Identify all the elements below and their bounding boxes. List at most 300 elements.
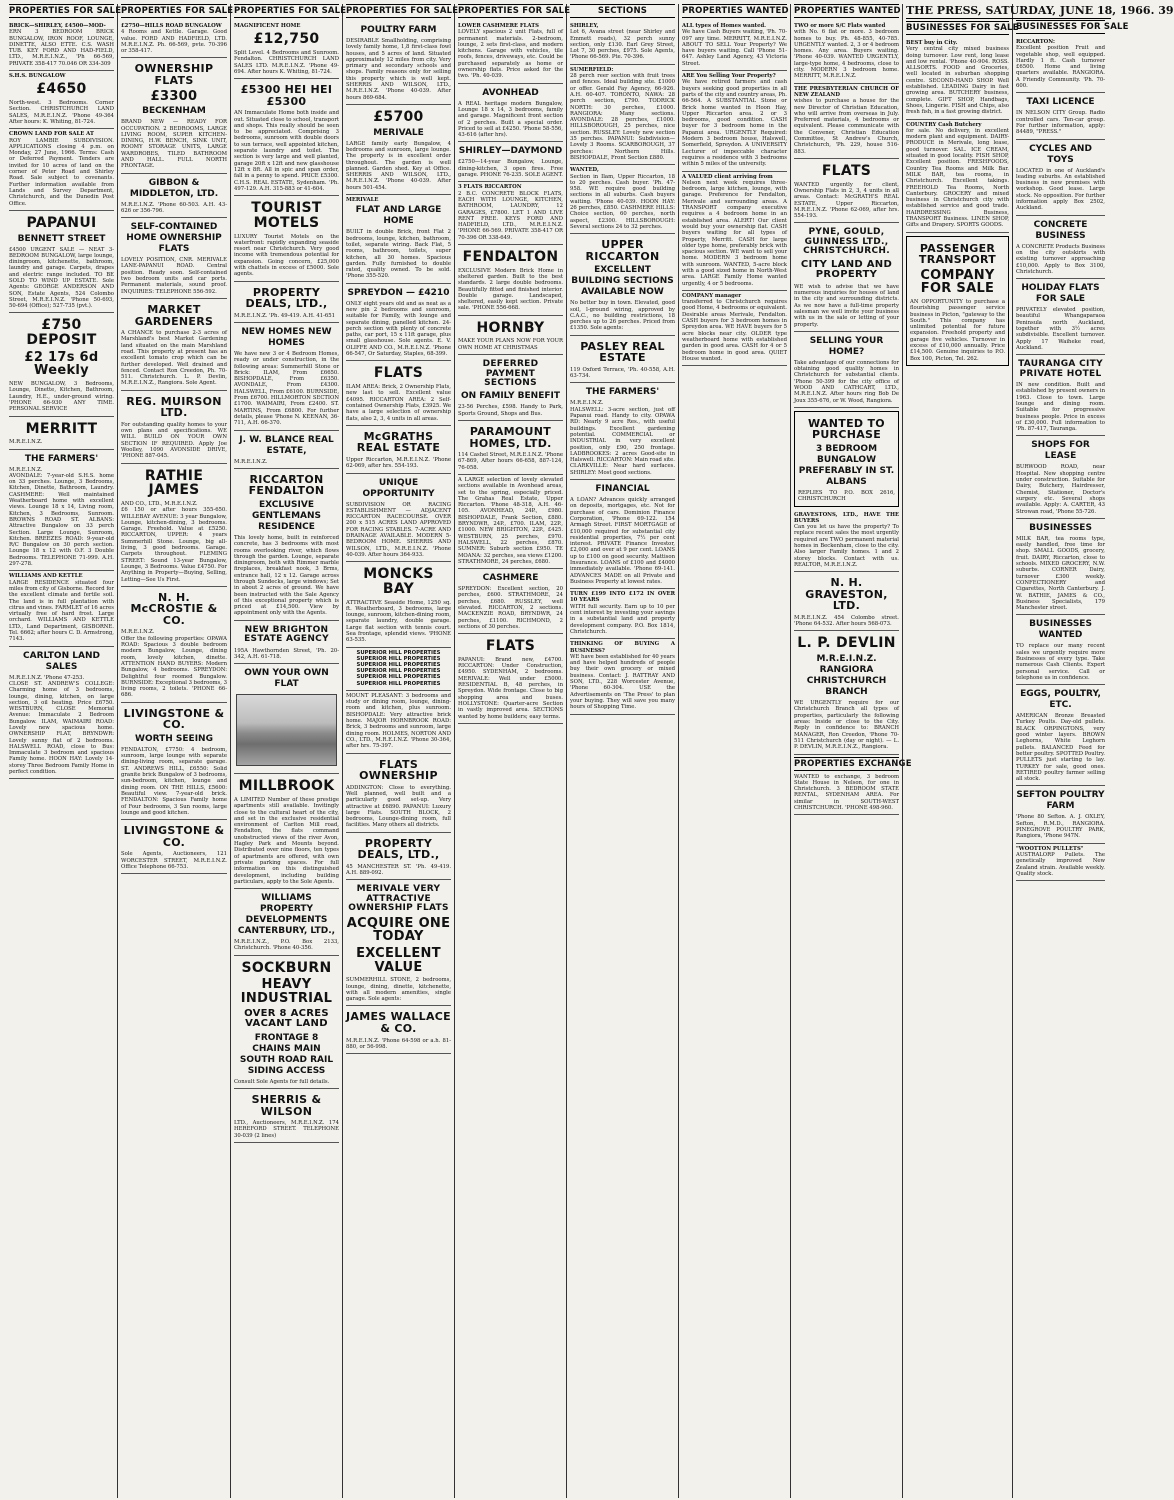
classified-ad — [1016, 216, 1105, 279]
ad-body: This lovely home, built in reinforced concrete, has 3 bedrooms with most rooms overlooking river, which flows through the garden. Lounge, separate diningroom, both with Rimmer marble fireplaces, breakfast nook, 3 Brms, entrance hall, 12 x 12. Garage across through Sundecks, large windows; Set in about 2 acres of ground. We have been instructed with the Sale Agency of this exceptional property which is priced at £14,500. View by appointment only with the Agents. — [234, 534, 339, 617]
ad-contact: M.R.E.I.N.Z. — [9, 466, 43, 473]
ad-headline: FLATS — [821, 162, 872, 179]
column-2 — [118, 4, 234, 1498]
ad-body: AMERICAN Bronze Breasted Turkey Poults. Day-old pullets. BLACK ORPINGTONS, very good winter layers. BROWN Leghorns, White Leghorn pullets. BALANCED Feed for better poultry. SPOTTED Poultry. PULLETS just starting to lay. TURKEY for sale, good ones. RETIRED poultry farmer selling all stock. — [1016, 713, 1105, 783]
classified-ad — [1016, 140, 1105, 216]
ad-subheading: GIBBON & MIDDLETON, LTD. — [129, 177, 219, 199]
ad-body: 4 Rooms and Kettle. Garage. Good value. FORD AND HADFIELD, LTD. M.R.E.I.N.Z. Ph. 66-569, pvte. 70-396 or 358-417. — [121, 29, 227, 55]
ad-headline: £5700 — [373, 108, 424, 125]
classified-ad — [346, 880, 451, 1006]
ad-subheading: SELF-CONTAINED HOME OWNERSHIP FLATS — [126, 222, 222, 255]
ad-subheading: THE FARMERS' — [585, 387, 660, 398]
ad-body: We have retired farmers and cash buyers seeking good properties in all parts of the city and country areas, Ph. 66-564. A SUBSTANTIAL Stone or Brick home wanted in Hoon Hay, Upper Riccarton area. 2 or 3 bedrooms, good condition. CASH buyer for 3 bedroom home in the Papanui area. URGENTLY Required: Modern 3 bedroom house, Halswell, Somerfield, Spreydon. A UNIVERSITY Lecturer of impeccable character requires a residence with 3 bedrooms within 5 miles of the university. — [682, 79, 787, 168]
ad-body: 'Phone 80 Sefton. A. J. OXLEY, Sefton, R.M.D., RANGIORA. PINEGROVE POULTRY PARK, Rangiora, 'Phone 947N. — [1016, 814, 1105, 840]
ad-lead: CROWN LAND FOR SALE AT — [9, 131, 94, 138]
ad-headline: L. P. DEVLIN — [797, 635, 896, 652]
ad-lead: ARE You Selling Your Property? — [682, 73, 776, 80]
ad-body: PRIVATELY elevated position, beautiful Whangaparaoa Peninsula north Auckland, together with 3½ acres subdivisible. Excellent turnover. Apply 17 Waiheke road, Auckland. — [1016, 307, 1105, 351]
classified-ad — [121, 391, 227, 464]
ad-body: LOVELY spacious 2 unit Flats, full of permanent materials. 2-bedroom, lounge, 2 sets first-class, and modern kitchens. Garage with vehicles, tile roofs, fences, driveways, etc. Could be purchased separately as home or ownership flats. Price asked for the two. 'Ph. 40-039. — [458, 29, 563, 80]
ad-contact: M.R.E.I.N.Z. — [570, 400, 604, 407]
classified-ad — [1016, 355, 1105, 436]
column-7 — [679, 4, 791, 1498]
ad-body: wishes to purchase a house for the new Director of Christian Education, who will arrive from overseas in July. Preferred materials, 4 bedrooms or equivalent. Please communicate with the Convener, Christian Education Committee, St Andrew's Church, Christchurch, 'Ph. 229, house 516-883. — [794, 98, 899, 155]
ad-contact: M.R.E.I.N.Z. — [234, 458, 268, 465]
ad-subheading: CARLTON LAND SALES — [23, 650, 100, 672]
ad-body: AVONDALE: 7-year-old S.H.S. home on 33 perches. Lounge, 3 Bedrooms, Kitchen, Dinette, Bathroom, Laundry. CASHMERE: Well maintained Weatherboard home with excellent views. Lounge 18 x 14, Living room, Kitchen, 3 Bedrooms, Sunroom. BROWNS ROAD ST. ALBANS: Attractive Bungalow on 33 perch Section. Large Lounge, Sunroom, Kitchen. BREEZES ROAD: 9-year-old R/C Bungalow on 30 perch section. Lounge 18 x 12 with O.F. 3 Double Bedrooms. TELEPHONE 71-999. A.H. 297-278. — [9, 472, 114, 568]
ad-lead: A VALUED client arriving from — [682, 173, 773, 180]
column-8 — [791, 4, 912, 1498]
ad-subheading: SPREYDON — £4210 — [347, 287, 450, 298]
classified-ad — [1016, 786, 1105, 843]
classified-ad — [346, 754, 451, 833]
classified-ad — [570, 589, 675, 639]
classified-ad — [906, 236, 1009, 366]
ad-lead: TWO or more S/C Flats wanted — [794, 23, 886, 29]
column-header: BUSINESSES FOR SALE — [906, 23, 1019, 33]
classified-ad — [458, 21, 563, 84]
classified-ad — [794, 332, 899, 408]
classified-ad — [234, 323, 339, 431]
ad-body: WE have been established for 40 years and have helped hundreds of people buy their own grocery or mixed business. Contact: J. RATTRAY AND SON, LTD., 228 Worcester Avenue, 'Phone 60-304. USE the Advertisements on 'The Press' to plan your buying. They will save you many hours of Shopping Time. — [570, 653, 675, 711]
classified-ad — [121, 464, 227, 587]
ad-headline: RICCARTON FENDALTON — [248, 472, 325, 498]
classified-ad — [1016, 615, 1105, 685]
classified-ad — [794, 755, 912, 816]
ad-body: with No. 6 flat or more. 3 bedroom homes to buy. Ph. 48-855, 40-785. URGENTLY wanted. 2, 3 or 4 bedroom homes. Any area. Buyers waiting. 'Phone 40-039. WANTED URGENTLY, large-type home, 4 bedrooms, close to city. MODERN 3 bedroom home. MERRITT, M.R.E.I.N.Z. — [794, 29, 899, 80]
ad-body: Split Level. 4 Bedrooms and Sunroom. Fendalton. CHRISTCHURCH LAND SALES LTD. M.R.E.I.N.Z. 'Phone 49-694. After hours K. Whiting, 81-724. — [234, 49, 339, 75]
ad-subheading: ON FAMILY BENEFIT — [460, 391, 560, 402]
ad-subheading: CONCRETE BUSINESS — [1033, 219, 1088, 241]
classified-ad — [346, 426, 451, 474]
classified-ad — [346, 1006, 451, 1054]
classified-ad — [1016, 436, 1105, 518]
classified-ad — [570, 65, 675, 165]
section-header: PROPERTIES EXCHANGE — [794, 758, 912, 769]
ad-body: BUILT in double Brick, front Flat 2 bedrooms, lounge, kitchen, bathroom, toilet, separate wiring. Back Flat, 5 rooms, bathroom, toilets, super kitchen, all 30 homes. Spacious garden. Fully furnished to double rated, quality owned. To be sold. 'Phone 355-520. — [346, 229, 451, 280]
ad-headline: PASSENGER TRANSPORT — [918, 241, 997, 267]
ad-body: ERN 3 BEDROOM BRICK BUNGALOW, IRON ROOF, LOUNGE, DINETTE, ALSO ETTE. C.S. WASH TUB. KEY FORD AND HAD-FIELD, LTD., M.R.E.I.N.Z., 'Ph 66-569, PRIVATE 358-417 70.046 OR 334-309 — [9, 29, 114, 67]
ad-subheading: SELLING YOUR HOME? — [809, 335, 884, 357]
ad-body: 2 B.C. CONCRETE BLOCK FLATS, EACH WITH LOUNGE, KITCHEN, BATHROOM, LAUNDRY, 12 GARAGES, £7800. LET 1 AND LIVE RENT FREE. KEYS FORD AND HADFIELD, LTD., M.R.E.I.N.Z. 'PHONE 66-569. PRIVATE 358-417 OR 70-396 OR 338-649. — [458, 190, 563, 241]
ad-subheading: EXCELLENT BUILDING SECTIONS AVAILABLE NOW — [571, 265, 674, 298]
column-header: BUSINESSES FOR SALE — [1016, 22, 1129, 32]
classified-ad — [682, 172, 787, 291]
classified-ad — [570, 480, 675, 589]
ad-body: WE wish to advise that we have numerous inquiries for houses of land in the city and surrounding districts. As we now have a full-time property salesman we well invite your business with us in the sale or letting of your property. — [794, 283, 899, 328]
ad-headline: MERRITT — [25, 420, 98, 437]
ad-subheading: M.R.E.I.N.Z. RANGIORA CHRISTCHURCH BRANCH — [806, 654, 887, 698]
ad-headline: FLATS OWNERSHIP — [359, 757, 438, 783]
ad-body: NEW BUNGALOW, 3 Bedrooms, Lounge, Dinette, Kitchen, Bathroom, Laundry, H.E., under-ground wiring. 'PHONE 66-930 ANY TIME. PERSONAL SERVICE — [9, 381, 114, 413]
classified-ad — [458, 475, 563, 569]
ad-contact: Upper Riccarton, M.R.E.I.N.Z. 'Phone 62-069, after hrs. 554-193. — [346, 456, 451, 470]
classified-ad — [682, 21, 787, 71]
ad-headline: HORNBY — [476, 319, 545, 336]
ad-subheading: POULTRY FARM — [360, 25, 437, 35]
ad-body: Excellent position Fruit and vegetable shop, well equipped. Hardly 1 ft. Cash turnover £6500. Home and living quarters available. RANGIORA. A Friendly Community. 'Ph. 70-600. — [1016, 45, 1105, 90]
ad-headline-2: HEAVY INDUSTRIAL — [240, 977, 333, 1007]
classified-ad — [1016, 685, 1105, 786]
ad-lead: £2750—HILLS ROAD BUNGALOW — [121, 23, 222, 29]
ad-headline-2: COMPANY FOR SALE — [920, 267, 995, 297]
classified-ad — [346, 833, 451, 881]
ad-body: ONLY eight years old and as neat as a new pin 2 bedrooms and sunroom, suitable for Family, with lounge and separate dining, panelled kitchen. 24-perch section with plenty of concrete paths, car port, 15 x 11ft garage, plus small glasshouse. Sole agents. E. V. OLIFFE AND CO., M.R.E.I.N.Z. 'Phone 66-547, Or Saturday, Staples, 68-399. — [346, 300, 451, 358]
ad-contact: M.R.E.I.N.Z. — [9, 439, 43, 446]
ad-body: SUBDIVISION OR RACING ESTABLISHMENT — ADJACENT RICCARTON RACECOURSE. OVER 200 x 515 ACRES LAND APPROVED FOR RACING STABLES. 7-ACRE AND DRAINAGE AVAILABLE. MODERN 5-BEDROOM HOME. SHERRIS AND WILSON, LTD., M.R.E.I.N.Z. 'Phone 40-039. After hours 364-933. — [346, 501, 451, 558]
ad-headline: PAPANUI — [26, 214, 97, 231]
ad-subheading: HOLIDAY FLATS FOR SALE — [1021, 283, 1100, 305]
ad-body: Very central city mixed business doing turnover. Low rent, long lease and low rental. 'Phone 40-904. ROSS. ALLSORTS. FOOD and Groceries, well located in suburban shopping centre. SECOND-HAND SHOP. Well established. LEADING Dairy in fast growing area. BUTCHERY business, complete. GIFT SHOP, Handbags, Shoes, Lingerie. FISH and Chips, also fresh fish, in a fast growing district. — [906, 46, 1009, 116]
classified-ad — [1016, 519, 1105, 616]
ad-body: No better buy in town. Elevated, good soil, l-ground wiring, approved by C.A.C., no building restrictions, 18 perches up to 26 perches. Priced from £1350. Sole agents: — [570, 300, 675, 332]
ad-subheading: FRONTAGE 8 CHAINS MAIN SOUTH ROAD RAIL SIDING ACCESS — [239, 1032, 334, 1076]
ad-lead: MERIVALE — [346, 197, 379, 204]
ad-headline: PYNE, GOULD, GUINNESS LTD., CHRISTCHURCH. — [803, 227, 890, 257]
classified-ad — [234, 196, 339, 281]
ad-body: Offer the following properties: OPAWA ROAD: Spacious 3 double bedroom modern Bungalow, Lounge, dining room, lovely kitchen, dinette. ATTENTION HAND BUYERS: Modern Bungalow, 4 bedrooms. SPREYDON: Delightful four roomed Bungalow. BURNSIDE: Exceptional 3 bedrooms, 3 living rooms, 2 toilets. 'PHONE 66-686. — [121, 635, 227, 699]
ad-subheading: WILLIAMS PROPERTY DEVELOPMENTS CANTERBURY, LTD., — [237, 893, 336, 937]
ad-body: MILK BAR, tea rooms type, easily handled, free time for shop. SMALL GOODS, grocery, fruit. DAIRY, Riccarton, close to schools. MIXED GROCERY, N.W. suburbs. CORNER Dairy, turnover £300 weekly. CONFECTIONERY and Cigarettes, North Canterbury. J. W. BATHIE, JAMES & CO., Business Specialists, 179 Manchester street. — [1016, 535, 1105, 612]
classified-ad — [458, 84, 563, 143]
ad-subheading: CYCLES AND TOYS — [1029, 143, 1092, 165]
ad-body: AN OPPORTUNITY to purchase a flourishing passenger service business in Picton, "gateway to the South." This company has unlimited potential for future expansion. Freehold property and garage five vehicles. Turnover in excess of £10,000 annually. Price £14,500. Genuine inquiries to P.O. Box 100, Picton, Tel. 262. — [910, 298, 1005, 362]
ad-body: Sole Agents, Auctioneers, 121 WORCESTER STREET, M.R.E.I.N.Z. Office Telephone 66-753. — [121, 851, 227, 870]
ad-headline: RATHIE JAMES — [144, 467, 204, 499]
ad-headline: FENDALTON — [462, 249, 559, 266]
ad-body: MOUNT PLEASANT: 3 bedrooms and study or dining room, lounge, dining-room and kitchen, plus sunroom. BISHOPDALE: Very attractive brick home. MAJOR HORNBROOK ROAD: Brick, 3 bedrooms and sunroom, large dining room. HOLMES, NORTON AND CO., LTD., M.R.E.I.N.Z. 'Phone 30-364, after hrs. 75-397. — [346, 692, 451, 750]
classified-ad — [458, 421, 563, 475]
ad-body: WITH full security. Earn up to 10 per cent interest by investing your savings in a substantial land and property development company. P.O. Box 1814, Christchurch. — [570, 603, 675, 635]
classified-ad — [458, 355, 563, 421]
ad-lead: GRAVESTONS, LTD., HAVE THE BUYERS — [794, 511, 899, 524]
classified-ad — [458, 182, 563, 245]
ad-body: Lot 6, Avana street (near Shirley and Emmett roads), 32 perch sunny section, only £130. Earl Grey Street, Lot 7, 30 perches, £975. Sole Agents, 'Phone 66-569. Pte. 70-396. — [570, 29, 675, 61]
classified-ad — [570, 639, 675, 714]
classified-ad — [794, 631, 899, 754]
column-1 — [6, 4, 122, 1498]
ad-subheading: EXCLUSIVE GENTLEMANS RESIDENCE — [251, 499, 322, 532]
classified-ad — [1016, 279, 1105, 355]
columns-container — [6, 4, 1174, 1498]
ad-lead: SHIRLEY, — [570, 23, 599, 29]
classified-ad — [1016, 93, 1105, 139]
ad-contact: M.R.E.I.N.Z. 'Phone 60-503. A.H. 43-626 or 356-796. — [121, 201, 227, 214]
ad-body: LUXURY Tourist Motels on the waterfront: rapidly expanding seaside resort near Christchurch. Very good income with tremendous potential for expansion. Going concern, £25,000 with chattels in excess of £5000. Sole agents. — [234, 233, 339, 278]
ad-body: REPLIES TO P.O. BOX 2616, CHRISTCHURCH — [798, 489, 895, 503]
ad-headline: NEW BRIGHTON ESTATE AGENCY — [244, 624, 329, 645]
ad-lead: 3 FLATS RICCARTON — [458, 184, 522, 191]
classified-ad — [682, 71, 787, 171]
classified-ad — [458, 569, 563, 634]
classified-ad — [1016, 37, 1105, 93]
column-header: PROPERTIES FOR SALE — [234, 6, 347, 16]
ad-headline-3: OVER 8 ACRES VACANT LAND — [244, 1007, 329, 1030]
classified-ad — [121, 299, 227, 391]
ad-headline: REG. MUIRSON LTD. — [126, 394, 222, 420]
ad-lead: THE PRESBYTERIAN CHURCH OF NEW ZEALAND — [794, 85, 899, 98]
classified-ad — [121, 587, 227, 703]
ad-contact: M.R.E.I.N.Z. 'Phone 64-598 or a.h. 81-880, or 56-998. — [346, 1037, 451, 1050]
ad-headline: SHERRIS & WILSON — [251, 1092, 322, 1118]
classified-ad — [458, 245, 563, 316]
column-5 — [455, 4, 571, 1498]
ad-subheading: SHIRLEY—DAYMOND — [458, 146, 563, 157]
classified-ad — [121, 820, 227, 874]
ad-lead: THINKING OF BUYING A BUSINESS? — [570, 641, 675, 654]
ad-contact: M.R.E.I.N.Z. 'Phone 47-253. — [9, 674, 85, 681]
column-header: PROPERTIES WANTED — [682, 6, 789, 16]
ad-body: £4500 URGENT SALE — NEAT 3-BEDROOM BUNGALOW, large lounge, diningroom, kitchenette, bathroom, laundry and garage. Carpets, drapes and electric range included. TO BE SOLD TO WIND UP ESTATE. Sole Agents: GEORGE ANDERSON AND SON, Estate Agents, 524 Colombo Street, M.R.E.I.N.Z. 'Phone 50-693, 50-694 (Office); 527-735 (pvt.). — [9, 246, 114, 310]
ad-lead: ALL types of Homes wanted. — [682, 23, 767, 29]
ad-body: HALSWELL: 3-acre section, just off Papanui road. Handy to city. OPAWA RD: Nearly 9 acre Res., with useful buildings. Excellent gardening potential. COMMERCIAL or INDUSTRIAL in very excellent position, only £90, 250 frontage. LADBROOKES: 2 acres Good-site in Halswell. RICCARTON: Main road site. CLARKVILLE: Near hard surfaces. SHIRLEY: Most good sections. — [570, 406, 675, 476]
ad-subheading: BECKENHAM — [142, 106, 206, 117]
classified-ad — [234, 1089, 339, 1143]
ad-contact: LTD., Auctioneers, M.R.E.I.N.Z. 174 HEREFORD STREET. TELEPHONE 30-039 (2 lines) — [234, 1120, 339, 1139]
ad-body: LOVELY POSITION, CNR. MERIVALE LANE-PAPANUI ROAD. Central position. Ready soon. Self-contained two bedroom units and car ports. Permanent materials, sound proof. INQUIRIES: TELEPHONE 556-592. — [121, 257, 227, 295]
ad-subheading: CASHMERE — [482, 573, 539, 584]
classified-ad — [346, 474, 451, 563]
classified-ad — [906, 38, 1009, 120]
ad-body: 28 perch reer section with fruit trees and fences. Ideal building site. £1000 or offer. Gerald Fay Agency, 66-926. A.H. 60-407. TORONTO, NAWA: 28 perch section, £790. TODRICK NORTH: 30 perches, £1000. RANGIORA: Many sections. AVONDALE: 28 perches, £1000. HILLSBOROUGH, 25 perches, nice section. RUSSLEY: Lovely new section 35 perches. PAPANUI: Subdivision—Lovely 3 Rooms. SCARBOROUGH, 37 perches: Northern Hills. BISHOPDALE, Front Section £880. — [570, 73, 675, 161]
classified-ad — [9, 71, 114, 129]
ad-body: WANTED urgently for client, Ownership Flats in 2, 3, 4 units in all areas. Contact: McGRATH'S REAL ESTATE, Upper Riccarton, M.R.E.I.N.Z. 'Phone 62-069, after hrs. 554-193. — [794, 181, 899, 220]
classified-ad — [346, 648, 451, 691]
ad-lead: RICCARTON: — [1016, 39, 1055, 45]
classified-ad — [346, 562, 451, 647]
ad-contact: M.R.E.I.N.Z. — [121, 629, 155, 636]
ad-headline: JAMES WALLACE & CO. — [346, 1010, 451, 1036]
ad-body: ROY LAMBIE SUBDIVISION. APPLICATIONS closing 4 p.m. on Monday, 27 June, 1966. Terms: Cash or Deferred Payment. Tenders are invited for 10 acres of land on the corner of Peter Road and Shirley Road. Sale subject to covenants. Further information available from Lands and Survey Department, Christchurch, and the Dunedin Post Office. — [9, 137, 114, 207]
ad-body: MAKE YOUR PLANS NOW FOR YOUR OWN HOME AT CHRISTMAS — [458, 338, 563, 351]
classified-ad — [794, 510, 899, 573]
classified-ad — [458, 142, 563, 182]
ad-subheading: FLAT AND LARGE HOME — [355, 205, 442, 227]
masthead-spacer — [1016, 4, 1105, 20]
ad-headline: £5300 HEI HEI £5300 — [240, 83, 333, 108]
ad-lead: BRICK—SHIRLEY, £4500—MOD- — [9, 23, 106, 29]
ad-headline: PASLEY REAL ESTATE — [580, 339, 665, 365]
ad-subheading: EGGS, POULTRY, ETC. — [1020, 689, 1101, 711]
classified-ad — [9, 450, 114, 572]
classified-ad — [346, 21, 451, 105]
ad-body: LOCATED in one of Auckland's leading suburbs. An established business in new premises with workshop. Good lease. Large stock. No opposition. For further information apply Box 2502, Auckland. — [1016, 167, 1105, 212]
ad-subheading: SHOPS FOR LEASE — [1031, 440, 1090, 462]
ad-body: Take advantage of our connections for obtaining good quality homes in Christchurch for substantial clients. 'Phone 50-399 for the city office of WOOD AND CATHCART, LTD., M.R.E.I.N.Z. After hours ring Bob De Joux 355-676, or W. Wood, Rangiora. — [794, 359, 899, 404]
ad-headline: PARAMOUNT HOMES, LTD. — [469, 424, 552, 450]
classified-ad — [9, 21, 114, 71]
ad-subheading: UNIQUE OPPORTUNITY — [362, 477, 435, 499]
ad-body: AUSTRALORP Pullets. The genetically improved New Zealand strain. Available weekly. Quality stock. — [1016, 851, 1105, 877]
ad-subheading: FINANCIAL — [595, 484, 650, 495]
ad-body: Can you let us have the property? To replace recent sales the most urgently required are TWO permanent material homes in Beckenham, close to the city. Also larger Family homes. 1 and 2 storey blocks. Contact with us. REALTOR, M.R.E.I.N.Z. — [794, 524, 899, 568]
ad-contact: AND CO., LTD., M.R.E.I.N.Z. — [121, 500, 198, 507]
ad-body: We have Cash Buyers waiting, 'Ph. 70-097 any time. MERRITT, M.R.E.I.N.Z. ABOUT TO SELL Your Property? We have buyers waiting. Call 'Phone 51-647. Ashley Land Agency, 43 Victoria Street. — [682, 29, 787, 67]
ad-lead: COMPANY manager — [682, 292, 742, 299]
ad-headline: N. H. GRAVESTON, LTD. — [805, 576, 888, 613]
ad-lead: WILLIAMS AND KETTLE — [9, 573, 83, 580]
ad-headline: UPPER RICCARTON — [585, 238, 660, 263]
ad-subheading: NEW HOMES NEW HOMES — [241, 326, 332, 348]
ad-subheading: 3 BEDROOM BUNGALOW PREFERABLY IN ST. ALBANS — [798, 443, 895, 487]
ad-headline: TAURANGA CITY PRIVATE HOTEL — [1018, 359, 1103, 379]
ad-body: North-west. 3 Bedrooms. Corner Section. CHRISTCHURCH LAND SALES, M.R.E.I.N.Z. 'Phone 49-364 After hours: K. Whiting, 81-724. — [9, 100, 114, 125]
ad-subheading: MERIVALE — [373, 127, 424, 138]
ad-body: LARGE RESIDENCE situated four miles from city of Gisborne. Record for the excellent climate and fertile soil. The land is in full plantation with citrus and vines. FARMLET of 16 acres virtually free of hard frost. Large orchard. WILLIAMS AND KETTLE LTD., Land Department, GISBORNE. Tel. 6662; after hours C. D. Armstrong, 7143. — [9, 579, 114, 643]
ad-subheading: WORTH SEEING — [135, 733, 213, 744]
ad-contact: M.R.E.I.N.Z. 'Ph. 49-419. A.H. 41-651 — [234, 312, 335, 319]
column-6 — [567, 4, 679, 1498]
ad-subheading: OWN YOUR OWN FLAT — [244, 668, 329, 690]
ad-headline-2: ACQUIRE ONE TODAY — [346, 915, 451, 945]
classified-ad — [234, 21, 339, 79]
ad-headline: OWNERSHIP FLATS — [134, 62, 214, 88]
classified-ad — [346, 195, 451, 284]
ad-body: LARGE family early Bungalow, 4 bedrooms and sunroom, large lounge. The property is in excellent order throughout. The garden is well planned. Garden shed. Key at Office. SHERRIS AND WILSON, LTD., M.R.E.I.N.Z. 'Phone 40-039. After hours 501-454. — [346, 140, 451, 191]
classified-ad — [794, 411, 899, 507]
ad-contact: M.R.E.I.N.Z. 454 Colombo street. 'Phone 64-532. After hours 568-073. — [794, 614, 899, 628]
column-header: PROPERTIES FOR SALE — [458, 6, 571, 16]
classified-ad — [570, 21, 675, 65]
ad-lead: TURN £199 INTO £172 IN OVER 10 YEARS — [570, 591, 675, 604]
ad-lead: MAGNIFICENT HOME — [234, 23, 301, 29]
ad-headline: SOCKBURN — [241, 959, 332, 976]
ad-body: We have new 3 or 4 Bedroom Homes, ready or under construction, in the following areas: Summerhill Stone or Brick: ILAM, From £6650. BISHOPDALE, From £6350. AVONDALE, From £4300. HALSWELL, From £6100. BURNSIDE, From £6700. HILLMORTON SECTION £1700. WAIMAIRI, From £2400. ST. MARTINS, From £6800. For further details, please 'Phone N. KEENAN, 36-711, A.H. 66-370. — [234, 350, 339, 427]
classified-ad — [9, 417, 114, 450]
classified-ad — [794, 223, 899, 331]
ad-body: WE URGENTLY require for our Christchurch Branch all types of properties, particularly the following areas: Inside or close to the City. Reply in confidence to: BRANCH MANAGER, Ron Creedon, 'Phone 70-511 Christchurch (day or night). — L. P. DEVLIN, M.R.E.I.N.Z., Rangiora. — [794, 700, 899, 751]
ad-contact: 45 MANCHESTER ST. 'Ph. 49-419. A.H. 889-092. — [346, 863, 451, 877]
ad-body: EXCLUSIVE Modern Brick Home in sheltered garden. Built to the best standards. 2 large double bedrooms. Beautifully fitted and finished interior. Double garage. Landscaped, sheltered, easily kept section. Private sale. 'PHONE 556-668. — [458, 267, 563, 312]
column-10 — [1013, 4, 1129, 1498]
column-3 — [231, 4, 347, 1498]
ad-body: A LOAN? Advances quickly arranged on deposits, mortgages, etc. Not for purchase of cars. Dominion Finance Corporation, 'Phone 69-122. 154 Armagh Street. FIRST MORTGAGE of £10,000 required for substantial city residential properties, 7½ per cent interest. PRIVATE Finance Investor, £2,000 and over at 9 per cent. LOANS up to £100 on good security. Mattison Insurance. LOANS of £100 and £4000 immediately available. 'Phone 69-141. ADVANCES MADE on all Private and Business Property at lowest rates. — [570, 497, 675, 585]
ad-body: Consult Sole Agents for full details. — [234, 1078, 330, 1085]
classified-ad — [121, 58, 227, 173]
ad-contact: 119 Oxford Terrace, 'Ph. 40-558, A.H. 63-734. — [570, 366, 675, 380]
ad-body: ILAM AREA: Brick, 2 Ownership Flats, new last to sell. Excellent value £4095. RICCARTON AREA: 2 Self-contained Ownership Flats, £3925. We have a large selection of ownership flats, also 2, 3, 4 units in all areas. — [346, 384, 451, 422]
column-header: PROPERTIES FOR SALE — [346, 6, 459, 16]
ad-body: BRAND NEW — READY FOR OCCUPATION. 2 BEDROOMS, LARGE LIVING ROOM, SUPER KITCHEN-DINING, H.W. BENCH, SINK UNIT, ROOMY STORAGE UNITS, LARGE WARDROBES, TILED BATHROOM AND HALL. FULL NORTH FRONTAGE. — [121, 119, 227, 170]
ad-headline: £4650 — [36, 81, 87, 98]
column-4 — [343, 4, 459, 1498]
ad-body: Section in Ilam, Upper Riccarton, 18 to 20 perches. Cash buyer. 'Ph. 47-958. WE require good building sections in all suburbs. Cash buyers waiting. 'Phone 40-039. HOON HAY: 26 perches, £850. CASHMERE HILLS: Choice section, 60 perches, north aspect, £2300. HILLSBOROUGH: Several sections 24 to 32 perches. — [570, 173, 675, 230]
ad-body: FENDALTON, £7750: 4 bedroom, sunroom, large lounge with separate dining-living room, separate garage. ST. ANDREWS HILL, £6550: Solid granite brick Bungalow of 3 bedrooms, sun-bedroom, kitchen, lounge and dining room. ON THE HILLS, £5600: Beautiful view. 7-year-old brick. FENDALTON: Spacious Family home of Four bedrooms, 3 Sun rooms, large lounge and good kitchen. — [121, 746, 227, 816]
classified-ad — [346, 691, 451, 754]
ad-lead: SUMERFIELD: — [570, 66, 614, 73]
classified-ad — [570, 383, 675, 480]
ad-headline: LIVINGSTONE & CO. — [123, 824, 225, 849]
ad-subheading: J. W. BLANCE REAL ESTATE, — [239, 434, 334, 456]
ad-headline: PROPERTY DEALS, LTD., — [245, 285, 328, 311]
ad-body: ATTRACTIVE Seaside Home, 1250 sq. ft. Weatherboard, 3 bedrooms, large lounge, sunroom, kitchen-dining room, separate laundry, double garage. Large flat section with tennis court. Sea frontage, splendid views. 'PHONE 63-535. — [346, 599, 451, 644]
ad-subheading: BUSINESSES WANTED — [1029, 619, 1092, 641]
ad-headline: MERIVALE VERY ATTRACTIVE OWNERSHIP FLATS — [348, 884, 449, 914]
repeated-banner: SUPERIOR HILL PROPERTIES SUPERIOR HILL PROPERTIES SUPERIOR HILL PROPERTIES SUPERIOR HILL PROPERTIES SUPERIOR HILL PROPERTIES SUPERIOR HILL PROPERTIES — [356, 649, 441, 687]
classified-ad — [794, 84, 899, 159]
ad-headline-2: CITY LAND AND PROPERTY — [800, 258, 893, 281]
ad-body: transferred to Christchurch requires good Home, 4 bedrooms or equivalent. Desirable areas Merivale, Fendalton. CASH buyers for 3 bedroom homes in Spreydon area. WE HAVE buyers for 5 acre blocks near city. OLDER type weatherboard home with established garden in good area. CASH for 4 or 5 bedroom home in good area. QUIET House wanted. — [682, 299, 787, 362]
classified-ad — [234, 621, 339, 664]
ad-body: DESIRABLE Smallholding, comprising lovely family home, 1,8 first-class fowl houses, and 5 acres of land. Situated approximately 12 miles from city. Very primary and secondary schools and shops. Family reasons only for selling this property which is well kept. SHERRIS AND WILSON, LTD., M.R.E.I.N.Z. 'Phone 40-039. After hours 869-684. — [346, 38, 451, 101]
classified-ad — [234, 469, 339, 621]
ad-headline: MONCKS BAY — [363, 566, 434, 597]
ad-body: IN NELSON CITY Group. Radio controlled cars. Ten-car group. For further information, apply: 84489, "PRESS." — [1016, 110, 1105, 136]
ad-body: IN new condition. Built and established by present owners in 1963. Close to town. Large lounge and dining room. Suitable for progressive business people. Price in excess of £30,000. Full information to 'Ph. 87-417, Tauranga. — [1016, 382, 1105, 433]
ad-body: A LARGE selection of lovely elevated sections available in Avonhead areas, set to the spring, especially priced. The Grahas Real Estate, Upper Riccarton. 'Phone 48-318, A.H. 46-105. AVONHEAD, 24P., £980. BISHOPDALE, Frank Section, £880. BRYNDWR, 24P., £700. ILAM, 22P., £1000. NEW BRIGHTON, 22P., £425. WESTBURN, 25 perches, £970. HALSWELL, 22 perches, £870. SUMNER: Suburb section £950. TE MOANA: 32 perches, sea views £1200. STRATHMORE, 24 perches, £680. — [458, 476, 563, 565]
ad-subheading: THE FARMERS' — [24, 453, 99, 464]
ad-headline: WANTED TO PURCHASE — [808, 416, 885, 442]
ad-contact: 114 Cashel Street, M.R.E.I.N.Z. 'Phone 67-869, After hours 66-658, 887-124, 76-058. — [458, 452, 563, 471]
ad-body: Nelson next week requires three-bedroom, large kitchen, lounge, with garage. Preference for Fendalton, Merivale and surrounding areas. A TRANSPORT company executive requires a 4 bedroom home in an established area. ALERT! Our client would buy your ownership flat. CASH buyers waiting for all types of Property, Merritt. CASH for large older type home, preferably brick with spacious section. WE want to sell your home. MODERN 3 bedroom home with sunroom. WANTED, 5-acre block with a good sized home in North-West area. LARGE Family Home wanted urgently, 4 or 5 bedrooms. — [682, 179, 787, 287]
ad-body: 23-56 Perches, £598. Handy to Park, Sports Ground, Shops and Bus. — [458, 404, 563, 417]
ad-body: For outstanding quality homes to your own plans and specifications. WE WILL BUILD ON YOUR OWN SECTION IF REQUIRED. Apply Joe Woolley, 1090 AVONSIDE DRIVE, 'PHONE 887-045. — [121, 421, 227, 460]
ad-subheading: BUSINESSES — [1029, 522, 1092, 533]
classified-ad — [234, 282, 339, 323]
ad-subheading: AVONHEAD — [482, 87, 539, 98]
classified-ad — [794, 21, 899, 84]
ad-body: £6 150 or after hours 355-650. WILLEBAY AVENUE: 3 year Bungalow, Lounge, kitchen-dining, 3 bedrooms. Garage. Freehold. Value at £5250. RICCARTON, UPPER: 4 years Summerhill Stone. Lounge, big all-living, 3 good bedrooms. Garage. Carpets throughout. FLEMING STREET: Sound 13-year Bungalow, Lounge, 3 Bedrooms. Value £4750. For Anything in Property—Buying, Selling, Letting—See Us First. — [121, 507, 227, 583]
classified-ad — [9, 313, 114, 416]
classified-ad — [234, 431, 339, 469]
ad-body: AN Immaculate Home both inside and out. Situated close to school, transport and shops. This really should be seen to be appreciated. Comprising 3 bedrooms, sunroom with double doors to sun terrace, well appointed kitchen, separate laundry and toilet. The section is very large and well planted, garage 20ft x 12ft and new glasshouse 12ft x 8ft. All in spic and span order, fall in a penny to spend. PRICE £5300. C.H.S. REAL ESTATE, Sydenham. 'Ph. 497-129. A.H. 315-883 or 41-604. — [234, 110, 339, 192]
column-header: PROPERTIES FOR SALE — [121, 6, 234, 16]
ad-headline-2: £2 17s 6d Weekly — [24, 349, 99, 379]
classified-ad — [121, 174, 227, 219]
ad-headline-3: EXCELLENT VALUE — [356, 946, 441, 975]
classified-ad — [1016, 844, 1105, 881]
classified-ad — [9, 647, 114, 780]
ad-headline: £12,750 — [253, 31, 320, 48]
ad-lead: WANTED, — [570, 167, 599, 174]
ad-headline: FLATS — [373, 365, 424, 382]
ad-subheading: TAXI LICENCE — [1026, 97, 1095, 108]
ad-lead: "WOOTTON PULLETS" — [1016, 845, 1084, 852]
ad-body: BURWOOD ROAD, near Hospital. New shopping centre under construction. Suitable for Dairy, Butchery, Hairdresser, Chemist, Stationer, Doctor's surgery etc. Several shops available. Apply: A. CARTER, 43 Strowan road, 'Phone 55-726. — [1016, 464, 1105, 515]
classified-ad — [121, 21, 227, 58]
masthead: THE PRESS, SATURDAY, JUNE 18, 1966. 39 — [906, 4, 1174, 17]
classified-ad — [682, 291, 787, 366]
classified-ad — [121, 703, 227, 820]
ad-body: £2750—14-year Bungalow, Lounge, dining-kitchen, 3 open fires. Free garage. PHONE 76-235. SOLE AGENT. — [458, 159, 563, 179]
classified-ad — [458, 316, 563, 355]
ad-headline: £750 DEPOSIT — [26, 317, 97, 349]
ad-body: TO replace our many recent sales we urgently require more Businesses of every type. Take numerous Cash Clients. Expert personal service. Call or telephone us in confidence. — [1016, 643, 1105, 681]
ad-lead: S.H.S. BUNGALOW — [9, 73, 66, 80]
classified-ad — [121, 218, 227, 299]
classified-ad — [9, 129, 114, 211]
classified-ad — [234, 664, 339, 774]
ad-headline: MARKET GARDENERS — [134, 302, 214, 328]
classified-ad — [234, 79, 339, 196]
column-header: SECTIONS — [570, 4, 675, 18]
ad-headline: McGRATHS REAL ESTATE — [356, 429, 441, 455]
ad-body: CLOSE ST. ANDREW'S COLLEGE: Charming home of 3 bedrooms, lounge, dining, kitchen, on large section, 3 oil heating. Price £6750. WESTBURN, CLOSE Memorial Avenue: Immaculate 2 Bedroom Bungalow. ILAM, WAIMAIRI ROAD: Lovely new spacious home. OWNERSHIP FLAT, BRYNDWR: Lovely sunny flat of 2 bedrooms. HALSWELL ROAD, close to Bus: Immaculate 3 bedroom and spacious Family home. HOON HAY: Lovely 14-storey Three Bedroom Family Home in perfect condition. — [9, 680, 114, 776]
ad-lead: BEST buy in City. — [906, 40, 958, 46]
classified-ad — [794, 159, 899, 223]
classified-ad — [234, 774, 339, 889]
ad-subheading: SEFTON POULTRY FARM — [1016, 790, 1105, 812]
classified-ad — [234, 956, 339, 1089]
classified-ad — [570, 165, 675, 234]
column-header: PROPERTIES FOR SALE — [9, 6, 122, 16]
ad-lead: COUNTRY Cash Butchery — [906, 121, 982, 128]
ad-body: A REAL heritage modern Bungalow, Lounge 18 x 14, 3 bedrooms, family and garage. Magnificent front section of 2 perches. Built a special order. Priced to sell at £4250. 'Phone 58-556, 43-616 (after hrs). — [458, 100, 563, 139]
ad-lead: LOWER CASHMERE FLATS — [458, 23, 539, 29]
classified-ad — [570, 234, 675, 336]
ad-body: A CONCRETE Products Business on the city outskirts with existing turnover approaching £10,000. Apply to Box 3100, Christchurch. — [1016, 243, 1105, 275]
ad-body: A LIMITED Number of these prestige apartments still available. Invitingly close to the cultural heart of the city, and set in the exclusive residential environment of Carlton Mill road, Fendalton, the flats command unobstructed views of the river Avon, Hagley Park and Mounts beyond. Distributed over nine floors, ten types of apartments are offered, with own private parking spaces. For full information on this distinguished development, including building particulars, apply to the Sole Agents. — [234, 796, 339, 885]
